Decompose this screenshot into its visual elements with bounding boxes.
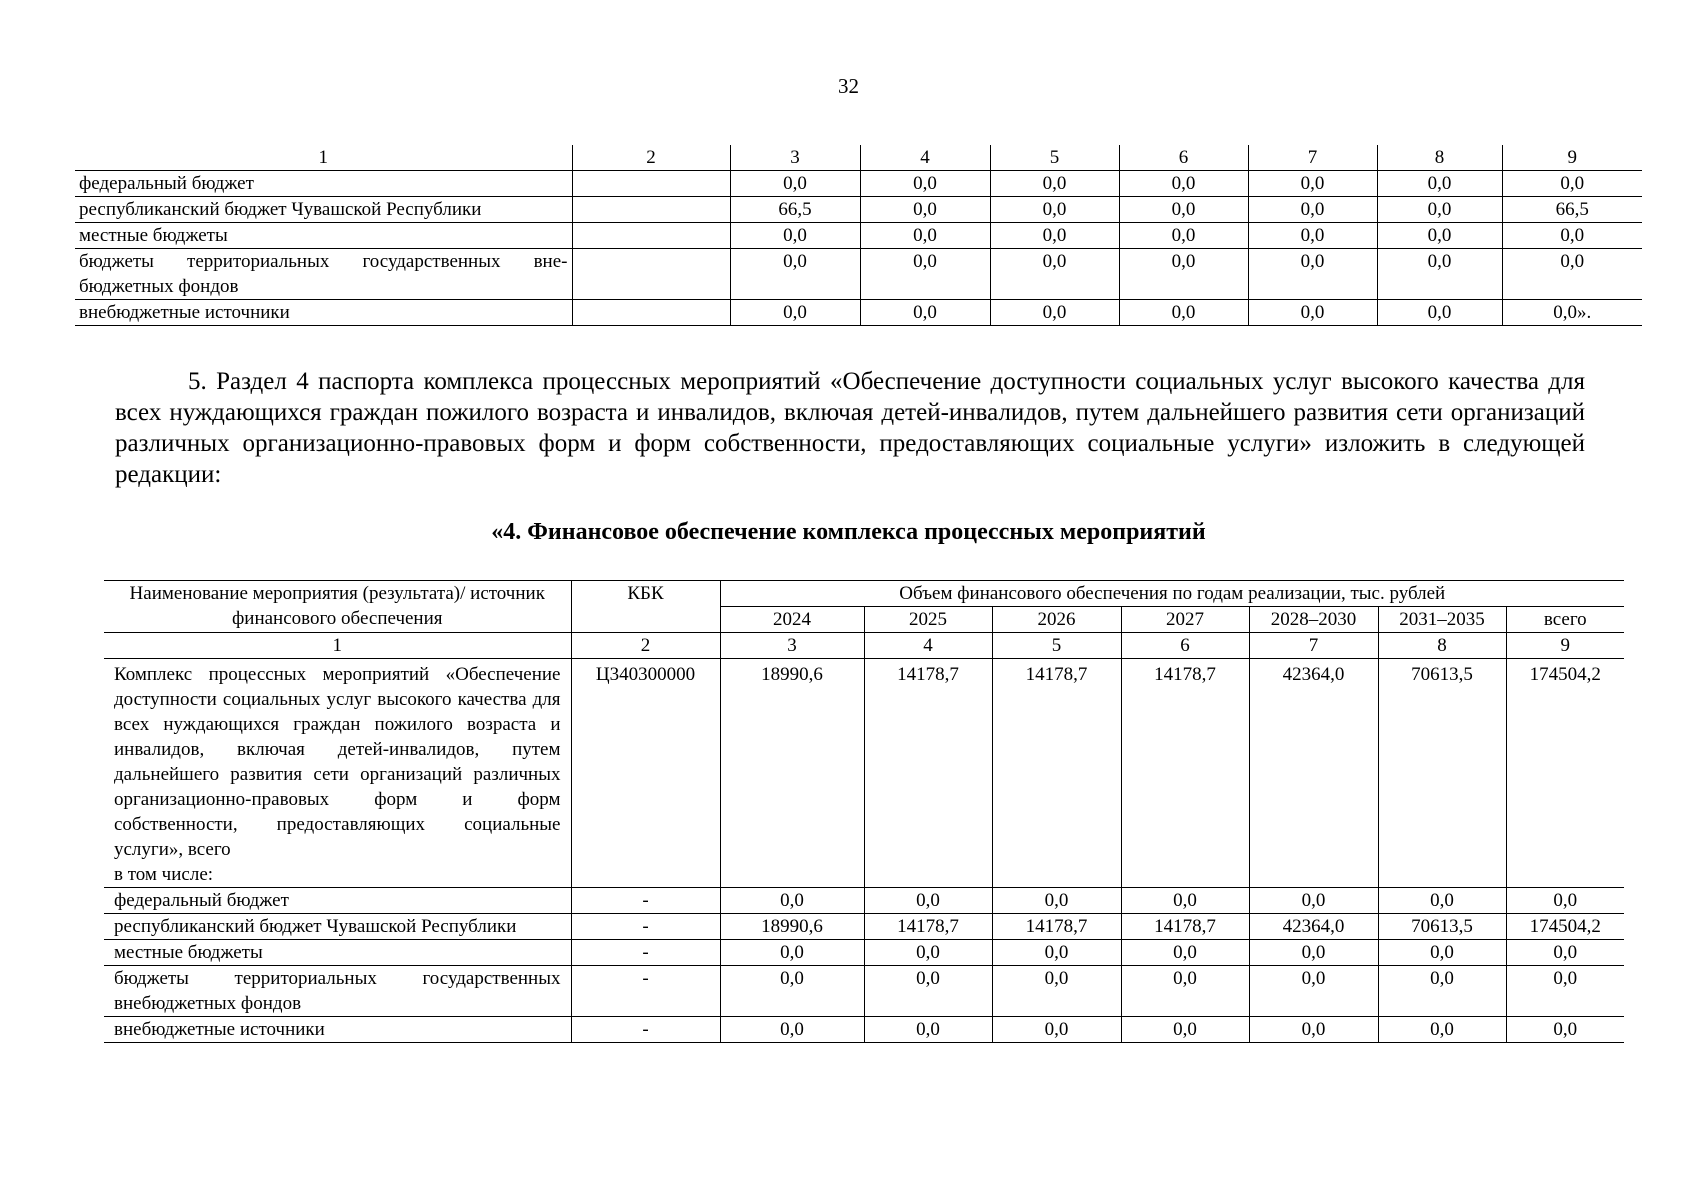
row-value: 66,5 <box>730 197 860 223</box>
row-kbk: - <box>571 888 720 914</box>
row-value: 0,0 <box>730 223 860 249</box>
col-number: 2 <box>571 633 720 659</box>
row-name: местные бюджеты <box>75 223 572 249</box>
row-name-suffix: в том числе: <box>114 864 214 885</box>
row-value: 0,0 <box>860 249 990 300</box>
table-row <box>75 223 1642 249</box>
row-kbk: - <box>571 914 720 940</box>
row-value: 0,0 <box>1249 966 1378 1017</box>
row-value: 0,0 <box>720 888 864 914</box>
row-value: 0,0 <box>1502 223 1642 249</box>
row-value: 18990,6 <box>720 914 864 940</box>
col-number: 4 <box>860 145 990 171</box>
row-value: 0,0 <box>864 1017 992 1043</box>
row-value: 0,0 <box>992 888 1121 914</box>
row-value: 0,0 <box>864 940 992 966</box>
row-value: 0,0 <box>860 223 990 249</box>
head-name: Наименование мероприятия (результата)/ источник финансового обеспечения <box>104 581 571 633</box>
row-value: 0,0 <box>1121 888 1249 914</box>
row-value: 0,0 <box>990 223 1119 249</box>
row-value: 0,0 <box>1377 197 1502 223</box>
section-title: «4. Финансовое обеспечение комплекса процессных мероприятий <box>491 519 1206 545</box>
row-value: 0,0 <box>720 966 864 1017</box>
row-value: 14178,7 <box>864 659 992 888</box>
row-kbk: - <box>571 940 720 966</box>
row-kbk: - <box>571 966 720 1017</box>
row-value: 0,0 <box>1378 888 1506 914</box>
row-value: 0,0 <box>1506 1017 1624 1043</box>
row-value: 0,0 <box>1378 940 1506 966</box>
row-value: 0,0 <box>864 966 992 1017</box>
col-number: 3 <box>730 145 860 171</box>
row-value: 0,0 <box>1377 300 1502 326</box>
row-value: 0,0 <box>1248 223 1377 249</box>
row-name: местные бюджеты <box>104 940 571 966</box>
row-value: 0,0 <box>1248 249 1377 300</box>
row-kbk <box>572 171 730 197</box>
row-value: 0,0 <box>1377 249 1502 300</box>
row-value: 0,0 <box>1378 966 1506 1017</box>
row-value: 0,0 <box>992 940 1121 966</box>
table-row <box>104 966 1624 1017</box>
row-value: 0,0 <box>990 249 1119 300</box>
row-kbk: - <box>571 1017 720 1043</box>
row-value: 66,5 <box>1502 197 1642 223</box>
table-col-numbers <box>104 633 1624 659</box>
head-year: всего <box>1506 607 1624 633</box>
table-row <box>75 249 1642 300</box>
row-value: 174504,2 <box>1506 659 1624 888</box>
row-value: 0,0 <box>1506 966 1624 1017</box>
row-value: 0,0 <box>1377 223 1502 249</box>
row-value: 0,0 <box>1119 171 1248 197</box>
col-number: 6 <box>1121 633 1249 659</box>
row-value: 0,0 <box>1502 171 1642 197</box>
col-number: 8 <box>1377 145 1502 171</box>
row-value: 18990,6 <box>720 659 864 888</box>
head-year: 2031–2035 <box>1378 607 1506 633</box>
head-volume: Объем финансового обеспечения по годам реализации, тыс. рублей <box>720 581 1624 607</box>
table-row <box>75 171 1642 197</box>
col-number: 5 <box>990 145 1119 171</box>
row-value: 0,0 <box>860 171 990 197</box>
row-value: 0,0 <box>730 171 860 197</box>
table-row <box>104 888 1624 914</box>
head-year: 2028–2030 <box>1249 607 1378 633</box>
row-value: 0,0 <box>720 940 864 966</box>
table-row <box>104 914 1624 940</box>
row-value: 0,0 <box>860 197 990 223</box>
row-value: 42364,0 <box>1249 659 1378 888</box>
col-number: 8 <box>1378 633 1506 659</box>
row-value: 0,0 <box>1248 171 1377 197</box>
col-number: 4 <box>864 633 992 659</box>
col-number: 3 <box>720 633 864 659</box>
col-number: 5 <box>992 633 1121 659</box>
row-value: 0,0 <box>1249 1017 1378 1043</box>
row-value: 70613,5 <box>1378 659 1506 888</box>
table-row <box>104 940 1624 966</box>
row-value: 0,0 <box>1121 966 1249 1017</box>
row-name: республиканский бюджет Чувашской Республики <box>75 197 572 223</box>
row-value: 70613,5 <box>1378 914 1506 940</box>
row-value: 0,0 <box>1506 940 1624 966</box>
col-number: 7 <box>1249 633 1378 659</box>
row-value: 14178,7 <box>992 914 1121 940</box>
row-value: 0,0 <box>864 888 992 914</box>
row-value: 0,0 <box>992 1017 1121 1043</box>
row-name: внебюджетные источники <box>75 300 572 326</box>
row-kbk <box>572 223 730 249</box>
col-number: 1 <box>104 633 571 659</box>
row-value: 14178,7 <box>1121 659 1249 888</box>
row-name: федеральный бюджет <box>75 171 572 197</box>
head-year: 2025 <box>864 607 992 633</box>
table-row <box>75 197 1642 223</box>
row-kbk <box>572 249 730 300</box>
col-number: 2 <box>572 145 730 171</box>
row-value: 0,0 <box>1121 1017 1249 1043</box>
row-value: 0,0 <box>1506 888 1624 914</box>
row-value: 0,0 <box>730 249 860 300</box>
head-kbk: КБК <box>571 581 720 633</box>
row-value: 0,0 <box>1119 249 1248 300</box>
row-value: 0,0 <box>990 300 1119 326</box>
row-value: 0,0 <box>860 300 990 326</box>
col-number: 9 <box>1502 145 1642 171</box>
row-kbk <box>572 300 730 326</box>
row-name: бюджеты территориальных государственных внебюджетных фондов <box>104 966 571 1017</box>
row-value: 0,0 <box>1377 171 1502 197</box>
col-number: 9 <box>1506 633 1624 659</box>
table-header-row <box>104 581 1624 607</box>
row-kbk: Ц340300000 <box>571 659 720 888</box>
budget-table-continued <box>75 145 1642 326</box>
row-value: 0,0 <box>1248 197 1377 223</box>
head-year: 2026 <box>992 607 1121 633</box>
row-name: республиканский бюджет Чувашской Республики <box>104 914 571 940</box>
row-value: 0,0 <box>1249 940 1378 966</box>
col-number: 1 <box>75 145 572 171</box>
row-value: 14178,7 <box>864 914 992 940</box>
row-value: 0,0 <box>1248 300 1377 326</box>
row-value: 0,0 <box>1119 300 1248 326</box>
row-value: 0,0». <box>1502 300 1642 326</box>
row-name-text: Комплекс процессных мероприятий «Обеспечение доступности социальных услуг высокого качества для всех нуждающихся граждан пожилого возраста и инвалидов, включая детей-инвалидов, путем дальнейшего развития сети организаций различных организационно-правовых форм и форм собственности, предоставляющих социальные услуги», всего <box>114 664 561 860</box>
row-value: 0,0 <box>1249 888 1378 914</box>
row-value: 0,0 <box>1121 940 1249 966</box>
row-name: бюджеты территориальных государственных вне-бюджетных фондов <box>75 249 572 300</box>
row-value: 0,0 <box>1119 197 1248 223</box>
row-value: 14178,7 <box>1121 914 1249 940</box>
table-row <box>104 1017 1624 1043</box>
table-row <box>104 659 1624 888</box>
row-value: 0,0 <box>720 1017 864 1043</box>
table-header-row <box>75 145 1642 171</box>
row-value: 174504,2 <box>1506 914 1624 940</box>
head-year: 2027 <box>1121 607 1249 633</box>
row-value: 0,0 <box>1378 1017 1506 1043</box>
row-value: 0,0 <box>1502 249 1642 300</box>
row-value: 0,0 <box>990 171 1119 197</box>
row-value: 42364,0 <box>1249 914 1378 940</box>
financing-table <box>104 580 1624 1043</box>
row-value: 0,0 <box>1119 223 1248 249</box>
table-row <box>75 300 1642 326</box>
head-year: 2024 <box>720 607 864 633</box>
row-value: 0,0 <box>990 197 1119 223</box>
col-number: 7 <box>1248 145 1377 171</box>
row-value: 0,0 <box>992 966 1121 1017</box>
amendment-paragraph: 5. Раздел 4 паспорта комплекса процессных мероприятий «Обеспечение доступности социальных услуг высокого качества для всех нуждающихся граждан пожилого возраста и инвалидов, включая детей-инвалидов, путем дальнейшего развития сети организаций различных организационно-правовых форм и форм собственности, предоставляющих социальные услуги» изложить в следующей редакции: <box>115 368 1585 488</box>
row-value: 0,0 <box>730 300 860 326</box>
page-number: 32 <box>838 74 859 98</box>
row-value: 14178,7 <box>992 659 1121 888</box>
row-name: федеральный бюджет <box>104 888 571 914</box>
row-kbk <box>572 197 730 223</box>
col-number: 6 <box>1119 145 1248 171</box>
row-name: внебюджетные источники <box>104 1017 571 1043</box>
row-name <box>104 659 571 888</box>
